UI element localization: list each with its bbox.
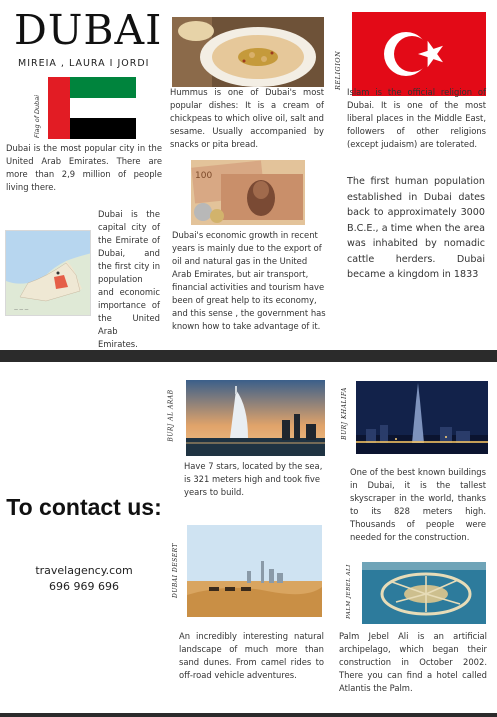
burj-khalifa-photo: [356, 381, 488, 454]
hummus-photo: [172, 17, 324, 87]
dubai-desert-label: [171, 537, 186, 607]
burj-al-arab-label: [167, 384, 183, 448]
capital-city-text: Dubai is the capital city of the Emirate of Dubai, and the first city in population and economic importance of the United Arab Emirates.: [98, 209, 160, 349]
svg-text:— — —: — — —: [14, 307, 29, 312]
uae-flag-image: [48, 77, 136, 139]
palm-jebel-ali-label: [342, 566, 354, 620]
history-text: The first human population established in Dubai dates back to approximately 3000 B.C.E., a time when the area was inhabited by nomadic cattle herders. Dubai became a kingdom in 1833: [347, 176, 485, 280]
dubai-desert-label-text: DUBAI DESERT: [171, 543, 179, 598]
burj-khalifa-label: [342, 384, 354, 448]
contact-phone[interactable]: 696 969 696: [49, 580, 119, 593]
hummus-text: Hummus is one of Dubai's most popular dishes: It is a cream of chickpeas to which olive oil, salt and sesame. Usually accompanied by snacks or pita bread.: [170, 87, 324, 149]
bottom-border: [0, 713, 497, 717]
religion-label-text: RELIGION: [334, 50, 342, 90]
burj-khalifa-text: One of the best known buildings in Dubai, it is the tallest skyscraper in the world, thanks to its 828 meters high. Thousands of people were needed for the construction.: [350, 467, 486, 542]
burj-al-arab-text: Have 7 stars, located by the sea, is 321 meters high and took five years to build.: [184, 461, 323, 497]
economy-text: Dubai's economic growth in recent years is mainly due to the export of oil and natural gas in the United Arab Emirates, but air transport, financial activities and tourism have been of great help to its economy, and this sense , the government has known how to take advantage of it.: [172, 230, 326, 331]
uae-flag-black-stripe: [70, 118, 136, 139]
burj-khalifa-label-text: BURJ KHALIFA: [340, 387, 348, 440]
uae-map-image: [5, 230, 91, 316]
contact-title: To contact us:: [6, 494, 162, 520]
palm-jebel-ali-text: Palm Jebel Ali is an artificial archipelago, which began their construction in October 2002. There you can find a hotel called Atlantis the Palm.: [339, 631, 487, 693]
religion-label: [331, 30, 345, 90]
svg-text:100: 100: [195, 171, 213, 181]
dubai-desert-text: An incredibly interesting natural landscape of much more than sand dunes. From camel rides to off-road vehicle adventures.: [179, 631, 324, 680]
authors-line: MIREIA , LAURA I JORDI: [18, 58, 150, 69]
dubai-desert-photo: [187, 525, 322, 617]
religion-text: Islam is the official religion of Dubai. It is one of the most liberal places in the Middle East, followers of other religions (except judaism) are tolerated.: [347, 87, 486, 149]
panel-divider: [0, 350, 497, 362]
dubai-intro-text: Dubai is the most popular city in the United Arab Emirates. There are more than 2,9 million of people living there.: [6, 143, 162, 192]
flag-caption-text: Flag of Dubai: [33, 94, 41, 138]
flag-caption: [30, 92, 44, 140]
uae-flag-white-stripe: [70, 98, 136, 119]
dirham-banknotes-photo: [191, 160, 305, 225]
burj-al-arab-photo: [186, 380, 325, 456]
page-title: DUBAI: [14, 6, 163, 54]
uae-flag-red-band: [48, 77, 70, 139]
contact-website[interactable]: travelagency.com: [35, 564, 133, 577]
palm-jebel-ali-label-text: PALM JEBEL ALI: [345, 564, 352, 619]
burj-al-arab-label-text: BURJ AL ARAB: [167, 389, 175, 442]
crescent-star-flag-image: [352, 12, 486, 96]
uae-flag-green-stripe: [70, 77, 136, 98]
palm-jebel-ali-photo: [362, 562, 486, 624]
